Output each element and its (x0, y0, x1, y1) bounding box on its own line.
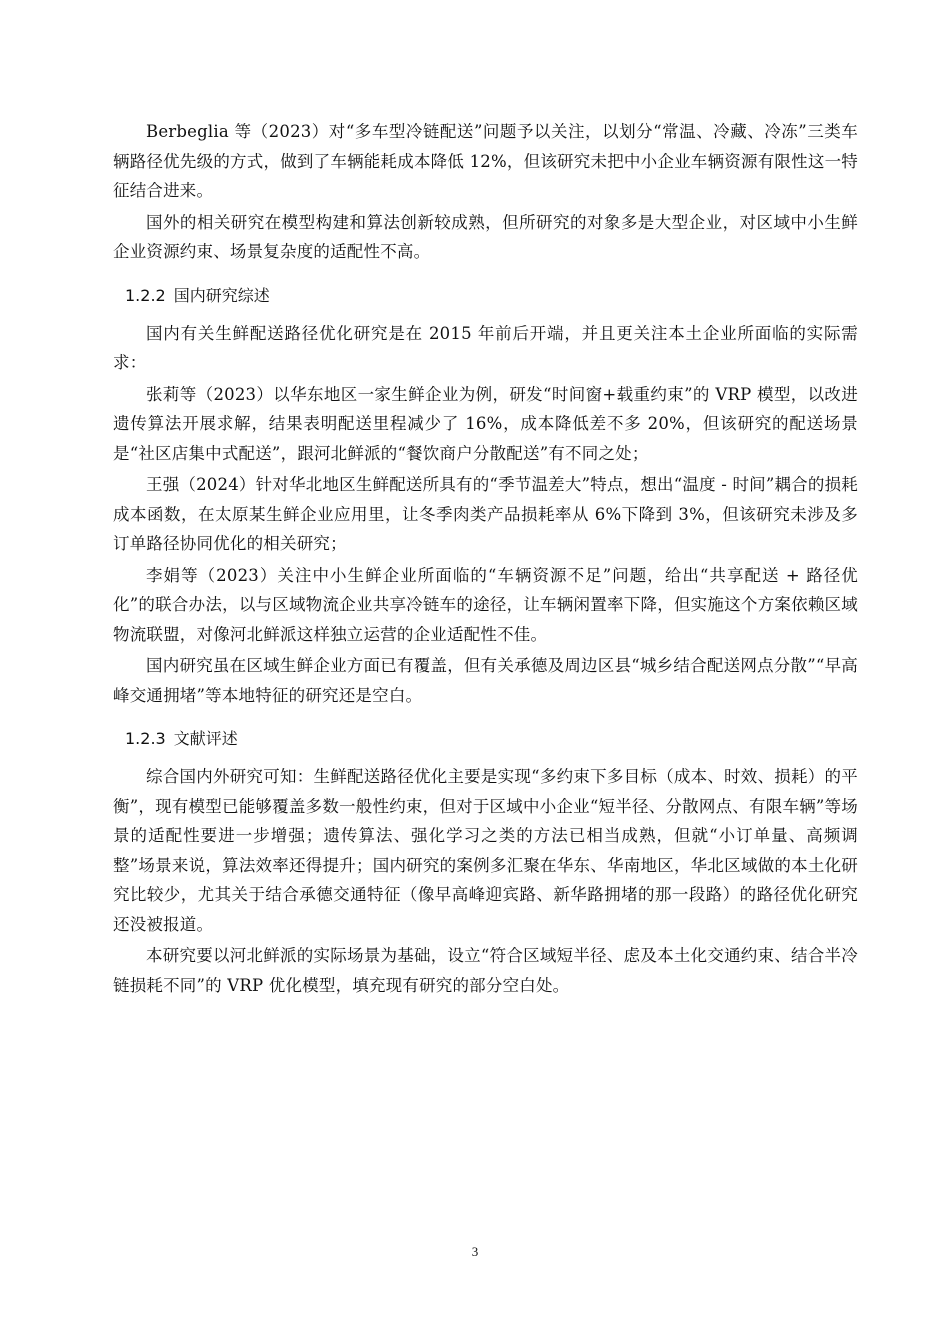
section-title: 国内研究综述 (173, 285, 270, 305)
section-number: 1.2.3 (125, 729, 166, 748)
paragraph-study-goal: 本研究要以河北鲜派的实际场景为基础，设立“符合区域短半径、虑及本土化交通约束、结合半冷链损耗不同”的 VRP 优化模型，填充现有研究的部分空白处。 (113, 946, 858, 995)
section-heading-domestic-review (113, 283, 858, 309)
paragraph-wang: 王强（2024）针对华北地区生鲜配送所具有的“季节温差大”特点，想出“温度 - 时间”耦合的损耗成本函数，在太原某生鲜企业应用里，让冬季肉类产品损耗率从 6%下降到 3%，但该研究未涉及多订单路径协同优化的相关研究； (113, 475, 858, 553)
page-number: 3 (471, 1244, 479, 1259)
paragraph-domestic-intro: 国内有关生鲜配送路径优化研究是在 2015 年前后开端，并且更关注本土企业所面临的实际需求： (113, 323, 858, 372)
section-number: 1.2.2 (125, 285, 166, 305)
paragraph-li: 李娟等（2023）关注中小生鲜企业所面临的“车辆资源不足”问题，给出“共享配送 + 路径优化”的联合办法，以与区域物流企业共享冷链车的途径，让车辆闲置率下降，但实施这个方案依赖区域物流联盟，对像河北鲜派这样独立运营的企业适配性不佳。 (113, 565, 858, 644)
section-title: 文献评述 (173, 729, 238, 748)
section-heading-literature-review (113, 726, 858, 752)
page-content (113, 117, 858, 1002)
paragraph-foreign-summary: 国外的相关研究在模型构建和算法创新较成熟，但所研究的对象多是大型企业，对区域中小生鲜企业资源约束、场景复杂度的适配性不高。 (113, 212, 858, 261)
paragraph-synthesis: 综合国内外研究可知：生鲜配送路径优化主要是实现“多约束下多目标（成本、时效、损耗）的平衡”，现有模型已能够覆盖多数一般性约束，但对于区域中小企业“短半径、分散网点、有限车辆”等场景的适配性要进一步增强；遗传算法、强化学习之类的方法已相当成熟，但就“小订单量、高频调整”场景来说，算法效率还得提升；国内研究的案例多汇聚在华东、华南地区，华北区域做的本土化研究比较少，尤其关于结合承德交通特征（像早高峰迎宾路、新华路拥堵的那一段路）的路径优化研究还没被报道。 (113, 767, 858, 934)
paragraph-domestic-summary: 国内研究虽在区域生鲜企业方面已有覆盖，但有关承德及周边区县“城乡结合配送网点分散”“早高峰交通拥堵”等本地特征的研究还是空白。 (113, 656, 858, 705)
paragraph-zhang: 张莉等（2023）以华东地区一家生鲜企业为例，研发“时间窗+载重约束”的 VRP 模型，以改进遗传算法开展求解，结果表明配送里程减少了 16%，成本降低差不多 20%，但该研究的配送场景是“社区店集中式配送”，跟河北鲜派的“餐饮商户分散配送”有不同之处； (113, 384, 858, 463)
paragraph-berbeglia: Berbeglia 等（2023）对“多车型冷链配送”问题予以关注，以划分“常温、冷藏、冷冻”三类车辆路径优先级的方式，做到了车辆能耗成本降低 12%，但该研究未把中小企业车辆资源有限性这一特征结合进来。 (113, 122, 858, 200)
